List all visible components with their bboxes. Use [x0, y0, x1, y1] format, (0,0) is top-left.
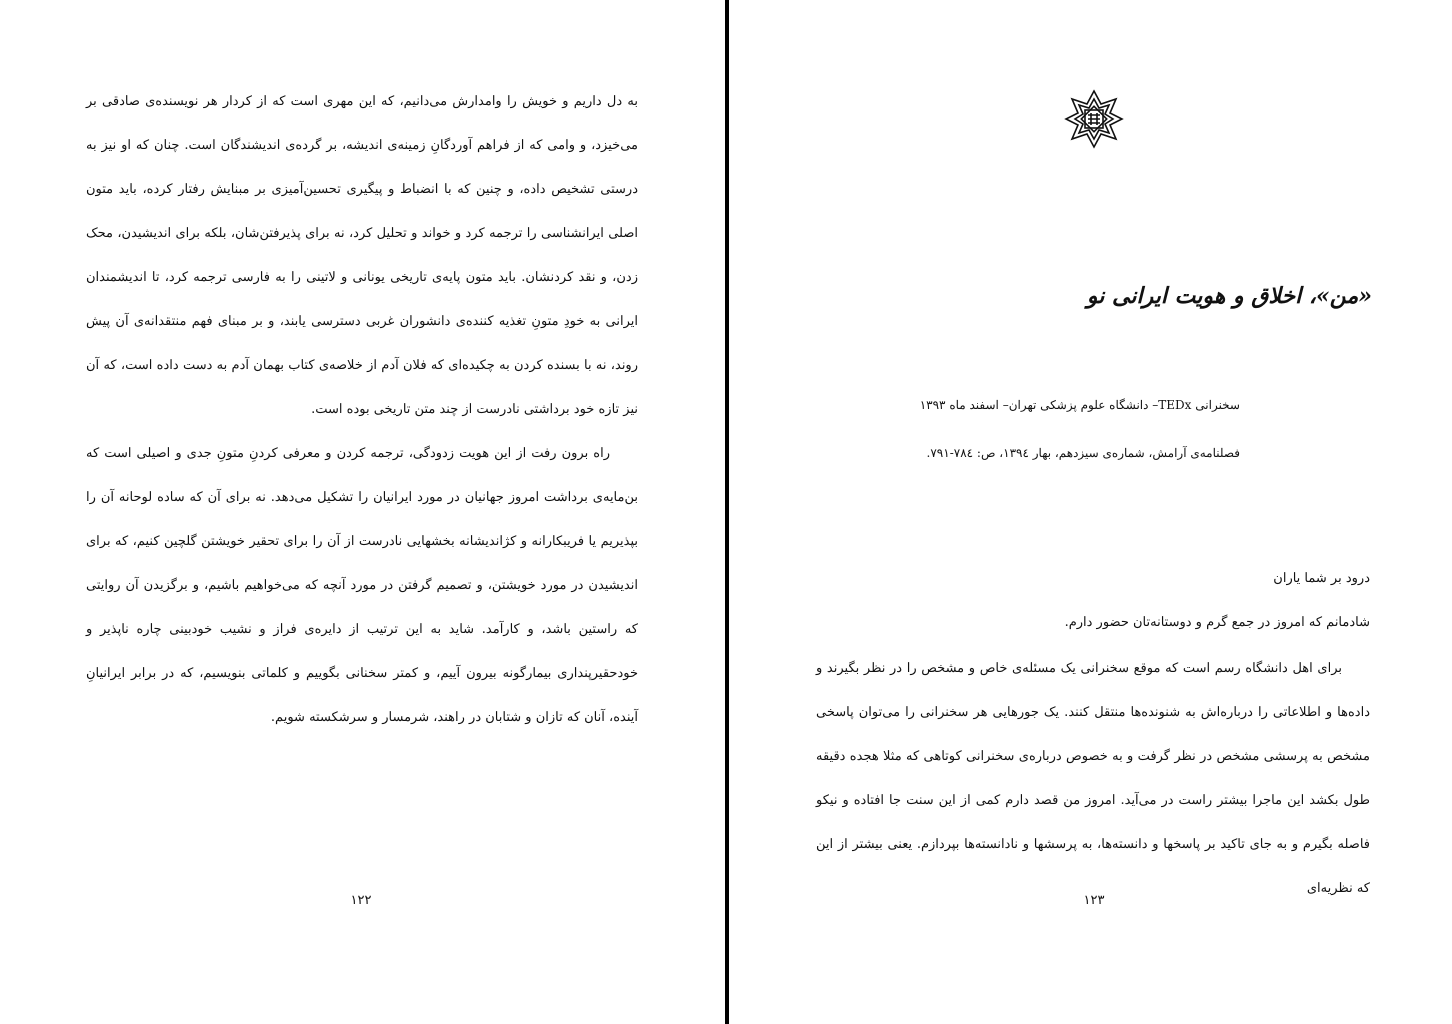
article-title: «من»، اخلاق و هویت ایرانی نو: [1086, 283, 1372, 309]
greeting-block: [816, 557, 1370, 645]
intro-line: شادمانم که امروز در جمع گرم و دوستانه‌تان حضور دارم.: [1064, 615, 1370, 630]
greeting-line: درود بر شما یاران: [1273, 571, 1370, 586]
left-page-number: ۱۲۲: [350, 893, 372, 908]
left-paragraph-2: راه برون رفت از این هویت زدودگی، ترجمه کردن و معرفی کردنِ متونِ جدی و اصیلی است که بن‌مایه‌ی برداشت امروز جهانیان در مورد ایرانیان را تشکیل می‌دهد. نه برای آن که ساده لوحانه آن را بپذیریم یا فریبکارانه و کژاندیشانه بخشهایی نادرست از آن را برای تحقیر خویشتن گلچین کنیم، که برای اندیشیدن در مورد خویشتن، و تصمیم گرفتن در مورد آنچه که می‌خواهیم باشیم، و برگزیدن آن روایتی که راستین باشد، و کارآمد. شاید به این ترتیب از دایره‌ی فراز و نشیب خودبینی چاره ناپذیر و خودحقیرپنداری بیمارگونه بیرون آییم، و کمتر سخنانی بگوییم و کلماتی بنویسیم، که در برابر ایرانیانِ آینده، آنان که تازان و شتابان در راهند، شرمسار و سرشکسته شویم.: [86, 446, 638, 725]
ornament-emblem-icon: [1064, 89, 1124, 149]
right-paragraph-1: برای اهل دانشگاه رسم است که موقع سخنرانی یک مسئله‌ی خاص و مشخص را در نظر بگیرند و داده‌ها و اطلاعاتی را درباره‌اش به شنونده‌ها منتقل کنند. یک جورهایی هر سخنرانی را می‌توان پاسخی مشخص به پرسشی مشخص در نظر گرفت و به خصوص درباره‌ی سخنرانی کوتاهی که مثلا هجده دقیقه طول بکشد این ماجرا بیشتر راست در می‌آید. امروز من قصد دارم کمی از این سنت جا افتاده و نیکو فاصله بگیرم و به جای تاکید بر پاسخها و دانسته‌ها، به پرسشها و نادانسته‌ها بپردازم. یعنی بیشتر از این که نظریه‌ای: [816, 661, 1370, 896]
right-page: [730, 0, 1452, 1024]
talk-source-line: سخنرانی TEDx– دانشگاه علوم پزشکی تهران– اسفند ماه ۱۳۹۳: [919, 398, 1240, 412]
left-page-body: [86, 80, 638, 740]
right-page-number: ۱۲۳: [1083, 893, 1105, 908]
publication-source-line: فصلنامه‌ی آرامش، شماره‌ی سیزدهم، بهار ۱۳۹٤، ص: ۷۸٤-۷۹۱.: [926, 446, 1240, 460]
book-spine-divider: [725, 0, 729, 1024]
left-paragraph-1: به دل داریم و خویش را وامدارش می‌دانیم، که این مهری است که از کردار هر نویسنده‌ی صادقی بر می‌خیزد، و وامی که از فراهم آوردگانِ زمینه‌ی اندیشه، بر گرده‌ی اندیشندگان است. چنان که او نیز به درستی تشخیص داده، و چنین که با انضباط و پیگیری تحسین‌آمیزی بر مبنایش رفتار کرده، باید متون اصلی ایرانشناسی را ترجمه کرد و خواند و تحلیل کرد، نه برای پذیرفتن‌شان، بلکه برای اندیشیدن، محک زدن، و نقد کردنشان. باید متون پایه‌ی تاریخی یونانی و لاتینی را به فارسی ترجمه کرد، تا اندیشمندان ایرانی به خودِ متونِ تغذیه کننده‌ی دانشوران غربی دسترسی یابند، و بر مبنای فهم منتقدانه‌ی آن پیش روند، نه با بسنده کردن به چکیده‌ای که فلان آدم از خلاصه‌ی کتاب بهمان آدم به دست داده است، که آن نیز تازه خود برداشتی نادرست از چند متن تاریخی بوده است.: [86, 94, 638, 417]
right-page-body: [816, 647, 1370, 911]
